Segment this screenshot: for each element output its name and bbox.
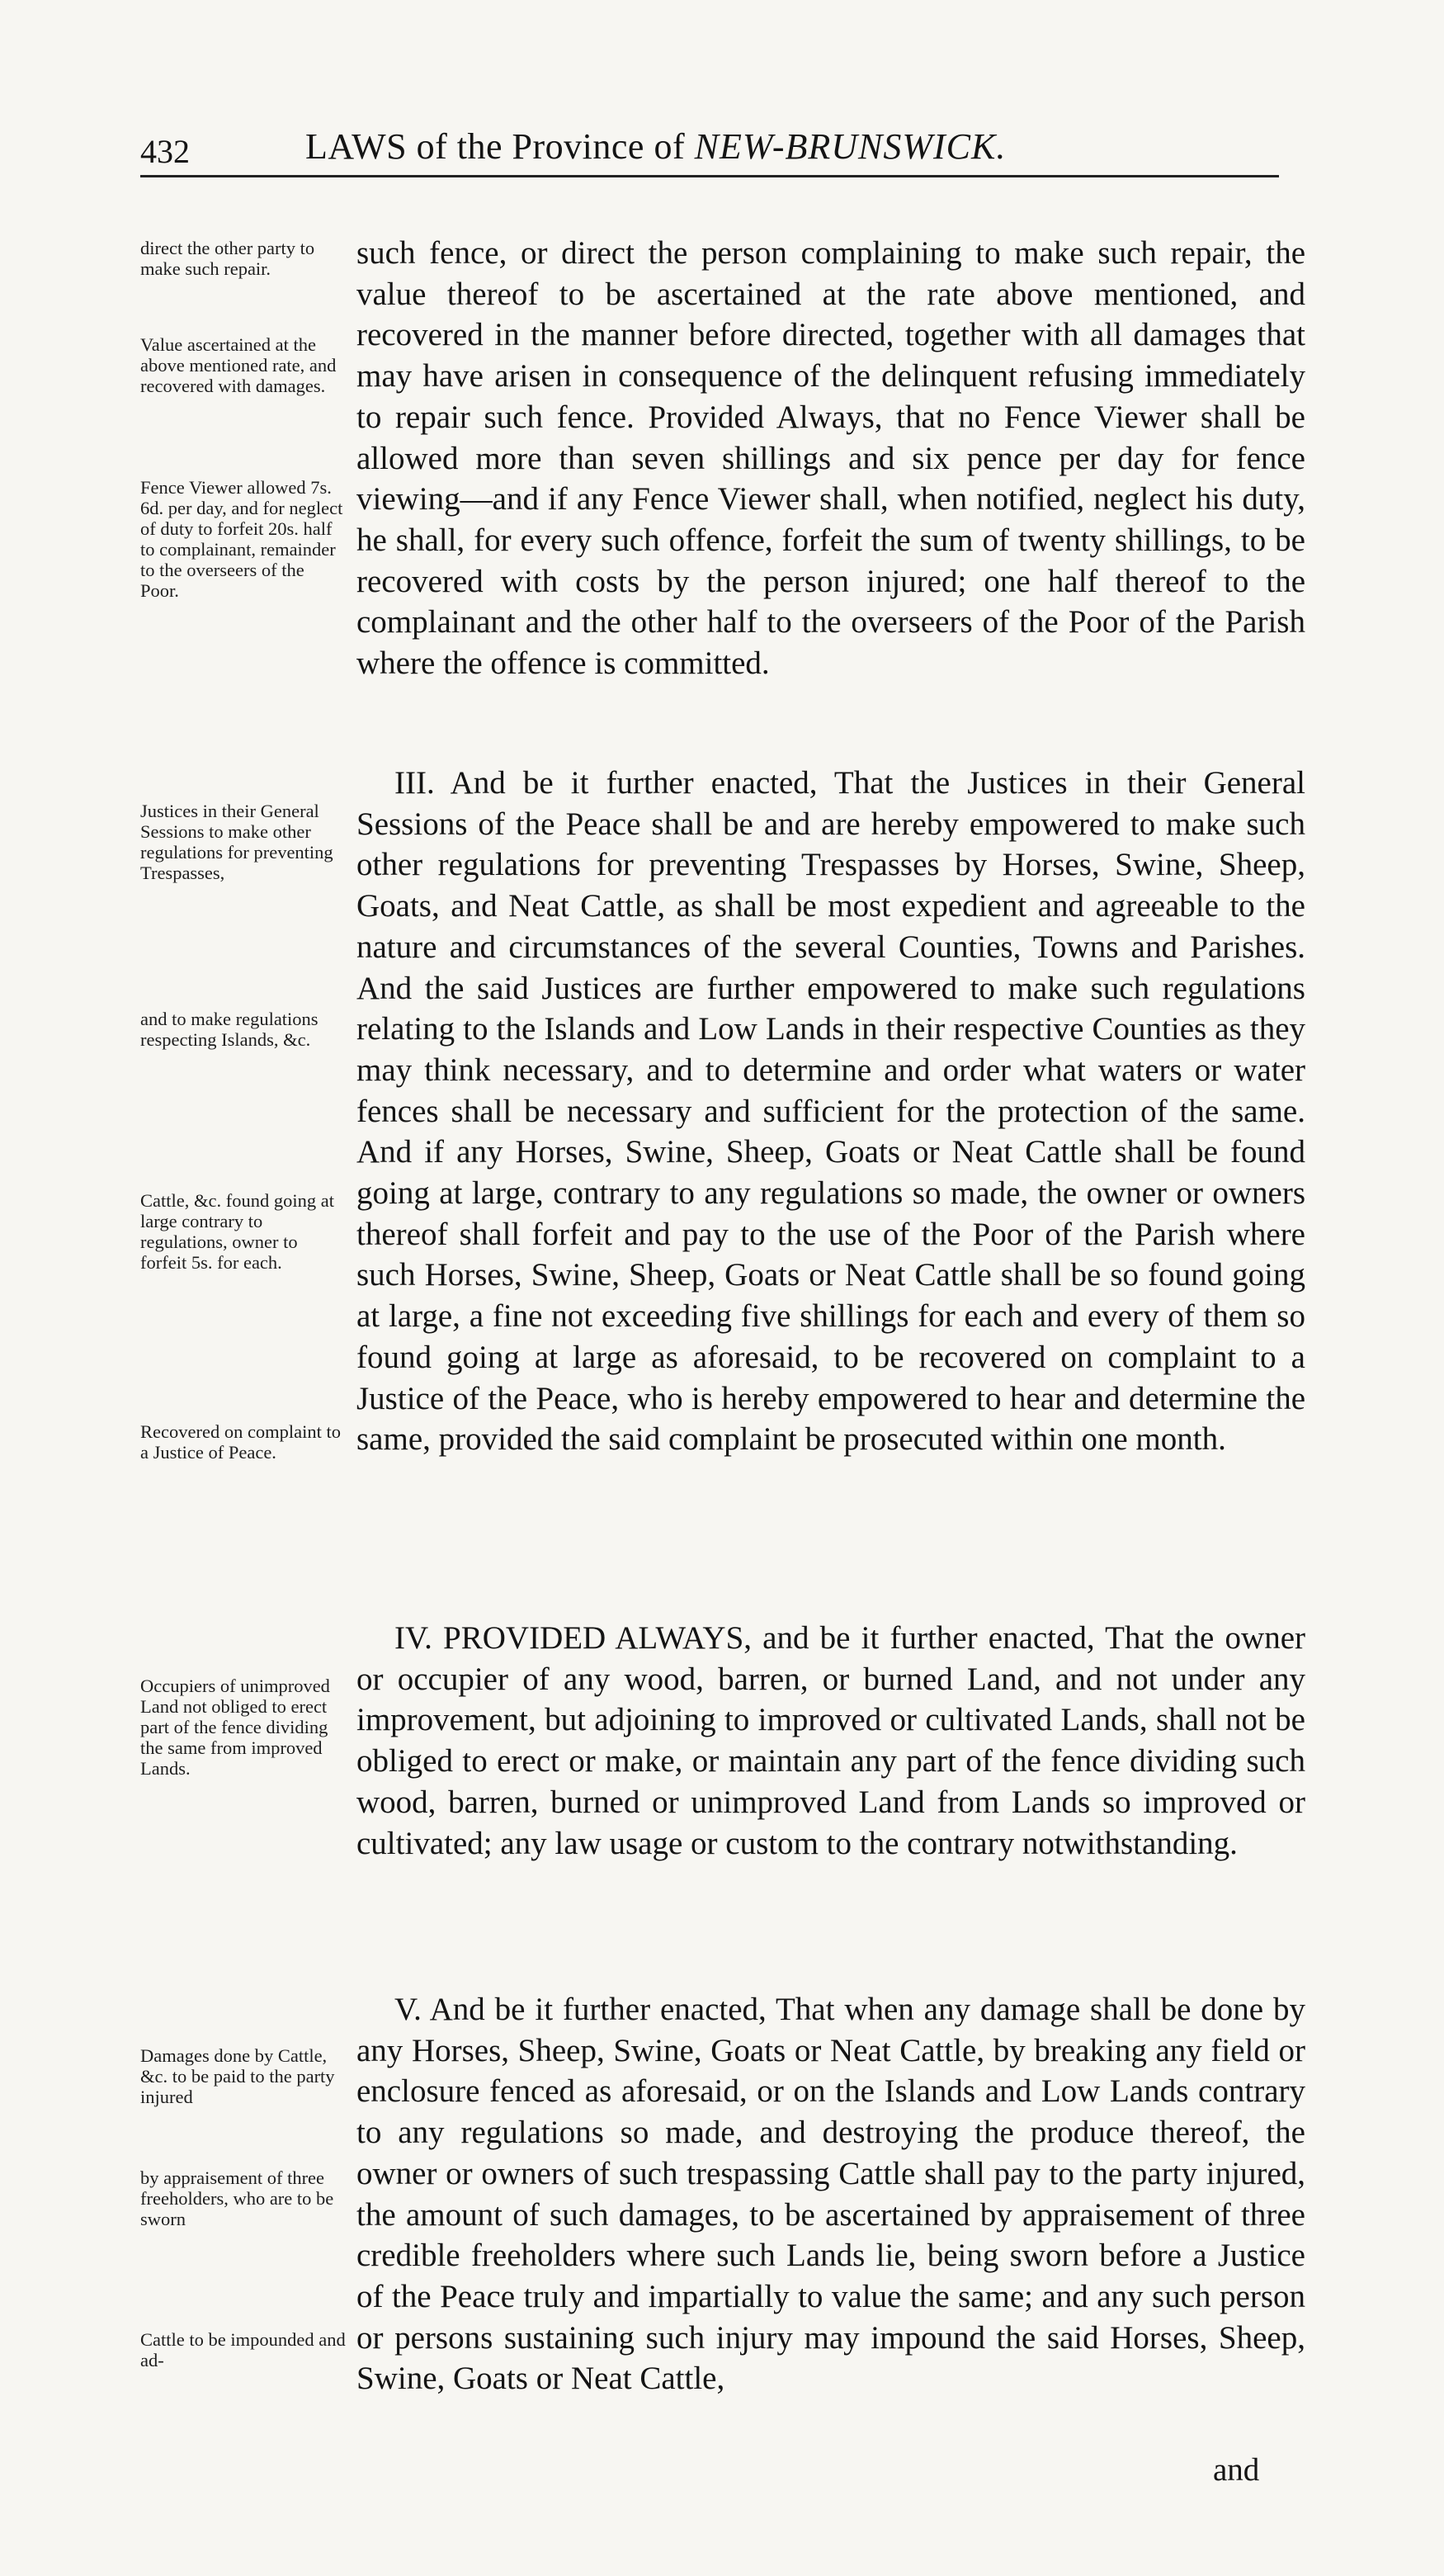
sidenote (140, 334, 347, 396)
sidenote-text: Fence Viewer allowed 7s. 6d. per day, and for neglect of duty to forfeit 20s. half to complainant, remainder to the overseers of the Poor. (140, 477, 343, 601)
paragraph-text: IV. PROVIDED ALWAYS, and be it further enacted, That the owner or occupier of any wood, barren, or burned Land, and not under any improvement, but adjoining to improved or cultivated Lands, shall not be obliged to erect or make, or maintain any part of the fence dividing such wood, barren, burned or unimproved Land from Lands so improved or cultivated; any law usage or custom to the contrary notwithstanding. (356, 1620, 1305, 1861)
sidenote (140, 1009, 347, 1050)
page-number: 432 (140, 133, 190, 170)
sidenote-text: Recovered on complaint to a Justice of Peace. (140, 1421, 342, 1463)
sidenote-text: Cattle, &c. found going at large contrary to regulations, owner to forfeit 5s. for each. (140, 1190, 334, 1273)
paragraph-text: such fence, or direct the person complaining to make such repair, the value thereof to be ascertained at the rate above mentioned, and recovered in the manner before directed, together with all damages that may have arisen in consequence of the delinquent refusing immediately to repair such fence. Provided Always, that no Fence Viewer shall be allowed more than seven shillings and six pence per day for fence viewing—and if any Fence Viewer shall, when notified, neglect his duty, he shall, for every such offence, forfeit the sum of twenty shillings, to be recovered with costs by the person injured; one half thereof to the complainant and the other half to the overseers of the Poor of the Parish where the offence is committed. (356, 235, 1305, 682)
title-province: NEW-BRUNSWICK. (694, 126, 1007, 167)
running-header (140, 125, 1295, 175)
section-iv (356, 1618, 1305, 1864)
sidenote-text: direct the other party to make such repair. (140, 238, 315, 279)
sidenote-text: Justices in their General Sessions to make other regulations for preventing Trespasses, (140, 801, 333, 883)
title-prefix: LAWS of the Province of (305, 126, 695, 167)
section-v (356, 1989, 1305, 2399)
sidenote (140, 2329, 347, 2370)
paragraph-text: III. And be it further enacted, That the Justices in their General Sessions of the Peace shall be and are hereby empowered to make such other regulations for preventing Trespasses by Horses, Swine, Sheep, Goats, and Neat Cattle, as shall be most expedient and agreeable to the nature and circumstances of the several Counties, Towns and Parishes. And the said Justices are further empowered to make such regulations relating to the Islands and Low Lands in their respective Counties as they may think necessary, and to determine and order what waters or water fences shall be necessary and sufficient for the protection of the same. And if any Horses, Swine, Sheep, Goats or Neat Cattle shall be found going at large, contrary to any regulations so made, the owner or owners thereof shall forfeit and pay to the use of the Poor of the Parish where such Horses, Swine, Sheep, Goats or Neat Cattle shall be so found going at large, a fine not exceeding five shillings for each and every of them so found going at large as aforesaid, to be recovered on complaint to a Justice of the Peace, who is hereby empowered to hear and determine the same, provided the said complaint be prosecuted within one month. (356, 765, 1305, 1458)
section-iii (356, 763, 1305, 1460)
catchword: and (1213, 2452, 1260, 2488)
sidenote (140, 1190, 347, 1273)
page-title (305, 125, 1006, 168)
header-rule (140, 175, 1279, 177)
sidenote-text: by appraisement of three freeholders, who are to be sworn (140, 2167, 334, 2229)
sidenote (140, 1676, 347, 1779)
paragraph-text: V. And be it further enacted, That when any damage shall be done by any Horses, Sheep, Swine, Goats or Neat Cattle, by breaking any field or enclosure fenced as aforesaid, or on the Islands and Low Lands contrary to any regulations so made, and destroying the produce thereof, the owner or owners of such trespassing Cattle shall pay to the party injured, the amount of such damages, to be ascertained by appraisement of three credible freeholders where such Lands lie, being sworn before a Justice of the Peace truly and impartially to value the same; and any such person or persons sustaining such injury may impound the said Horses, Sheep, Swine, Goats or Neat Cattle, (356, 1992, 1305, 2397)
sidenote (140, 477, 347, 601)
sidenote-text: and to make regulations respecting Islands, &c. (140, 1009, 319, 1050)
sidenote-text: Value ascertained at the above mentioned rate, and recovered with damages. (140, 334, 337, 396)
sidenote (140, 2045, 347, 2107)
sidenote (140, 801, 347, 883)
sidenote-text: Damages done by Cattle, &c. to be paid to the party injured (140, 2045, 335, 2107)
sidenote (140, 2167, 347, 2229)
sidenote-text: Cattle to be impounded and ad- (140, 2329, 346, 2370)
paragraph-continuation (356, 233, 1305, 684)
sidenote-text: Occupiers of unimproved Land not obliged to erect part of the fence dividing the same from improved Lands. (140, 1676, 330, 1779)
sidenote (140, 238, 347, 279)
sidenote (140, 1421, 347, 1463)
